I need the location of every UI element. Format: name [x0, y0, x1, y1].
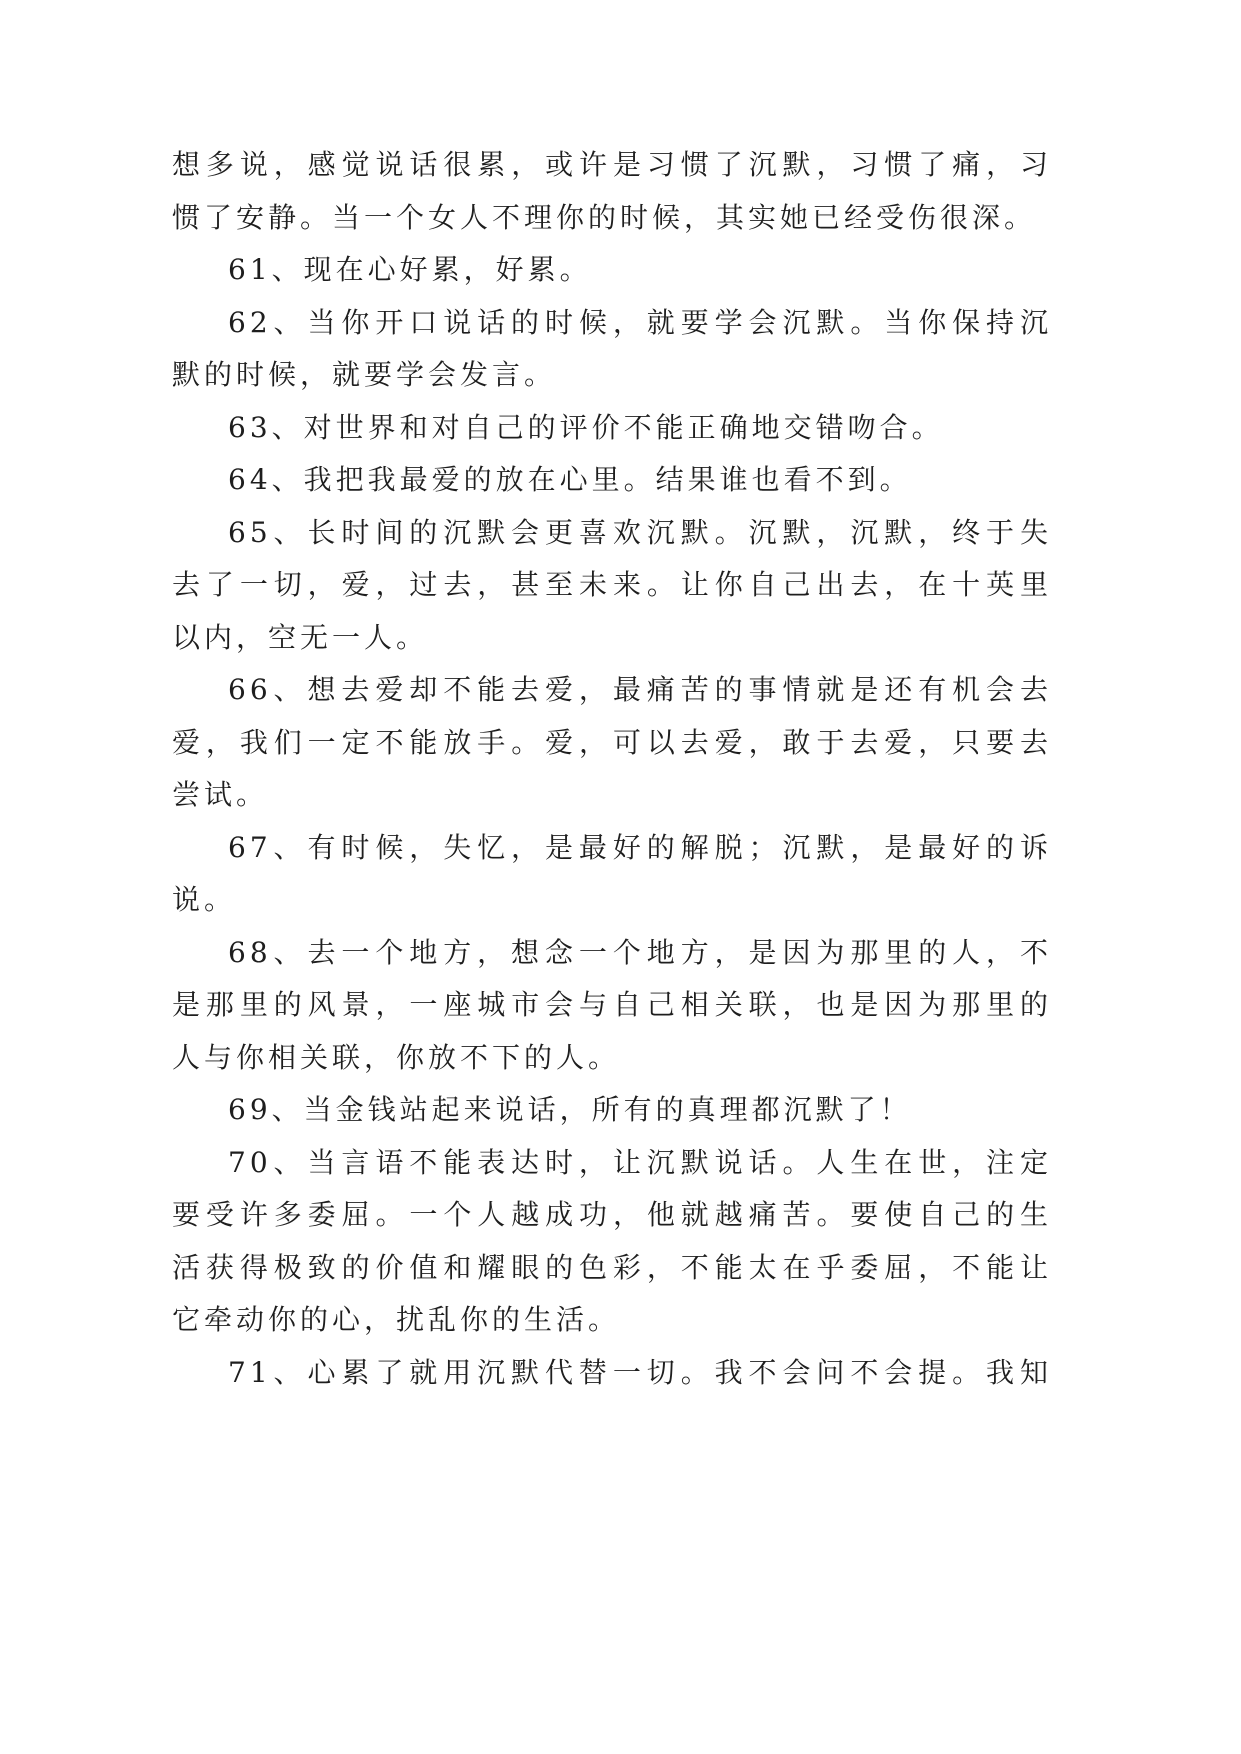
paragraph-65 — [172, 507, 1052, 665]
text-line: 人与你相关联，你放不下的人。 — [172, 1040, 621, 1074]
text-line: 64、我把我最爱的放在心里。结果谁也看不到。 — [228, 463, 912, 496]
text-line: 它牵动你的心，扰乱你的生活。 — [172, 1303, 621, 1336]
text-line: 说。 — [172, 883, 237, 916]
text-line: 是那里的风景，一座城市会与自己相关联，也是因为那里的 — [172, 988, 1052, 1021]
text-line: 66、想去爱却不能去爱，最痛苦的事情就是还有机会去 — [228, 673, 1052, 706]
text-line: 62、当你开口说话的时候，就要学会沉默。当你保持沉 — [228, 305, 1052, 339]
paragraph-62 — [172, 297, 1052, 402]
text-line: 活获得极致的价值和耀眼的色彩，不能太在乎委屈，不能让 — [172, 1250, 1052, 1284]
paragraph-71 — [172, 1347, 1052, 1400]
text-line: 68、去一个地方，想念一个地方，是因为那里的人，不 — [228, 935, 1052, 969]
text-line: 默的时候，就要学会发言。 — [172, 358, 557, 391]
paragraph-70 — [172, 1137, 1052, 1347]
text-line: 以内，空无一人。 — [172, 620, 429, 654]
paragraph-64 — [172, 454, 1048, 507]
text-line: 61、现在心好累，好累。 — [228, 253, 592, 286]
text-line: 67、有时候，失忆，是最好的解脱；沉默，是最好的诉 — [228, 830, 1052, 864]
text-line: 69、当金钱站起来说话，所有的真理都沉默了！ — [228, 1093, 912, 1126]
text-line: 63、对世界和对自己的评价不能正确地交错吻合。 — [228, 410, 944, 444]
text-line: 惯了安静。当一个女人不理你的时候，其实她已经受伤很深。 — [172, 200, 1037, 234]
paragraph-continuation — [172, 139, 1052, 244]
paragraph-66 — [172, 664, 1052, 822]
text-line: 70、当言语不能表达时，让沉默说话。人生在世，注定 — [228, 1145, 1052, 1179]
text-line: 去了一切，爱，过去，甚至未来。让你自己出去，在十英里 — [172, 568, 1052, 601]
text-line: 爱，我们一定不能放手。爱，可以去爱，敢于去爱，只要去 — [172, 725, 1052, 759]
paragraph-61 — [172, 244, 1048, 297]
text-line: 尝试。 — [172, 778, 269, 811]
document-body — [172, 139, 1052, 1399]
text-line: 65、长时间的沉默会更喜欢沉默。沉默，沉默，终于失 — [228, 515, 1052, 549]
text-line: 71、心累了就用沉默代替一切。我不会问不会提。我知 — [228, 1355, 1052, 1389]
paragraph-63 — [172, 402, 1048, 455]
paragraph-67 — [172, 822, 1052, 927]
paragraph-68 — [172, 927, 1052, 1085]
text-line: 要受许多委屈。一个人越成功，他就越痛苦。要使自己的生 — [172, 1198, 1052, 1231]
paragraph-69 — [172, 1084, 1048, 1137]
text-line: 想多说，感觉说话很累，或许是习惯了沉默，习惯了痛，习 — [172, 148, 1052, 181]
